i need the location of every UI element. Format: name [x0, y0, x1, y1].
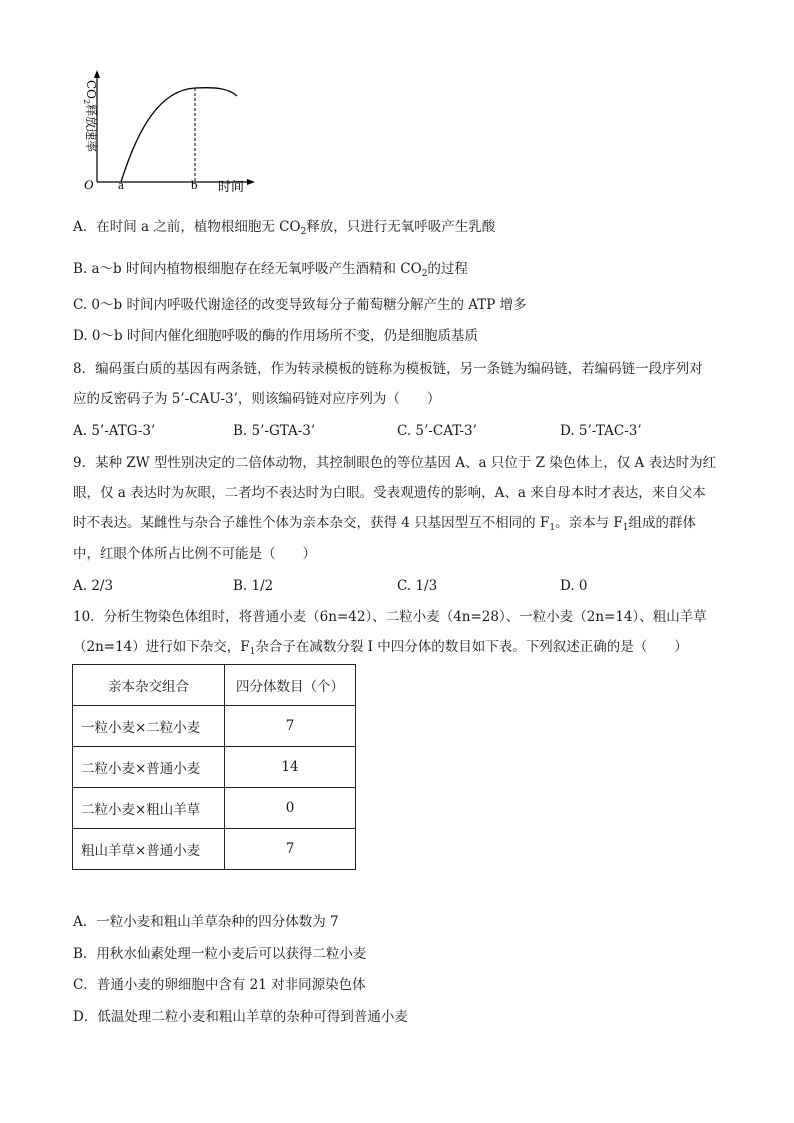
- q10-option-b: B．用秋水仙素处理一粒小麦后可以获得二粒小麦: [73, 946, 367, 962]
- q9-option-b: B. 1/2: [233, 578, 274, 594]
- q8-stem-line2: 应的反密码子为 5’-CAU-3’，则该编码链对应序列为（ ）: [73, 391, 441, 407]
- origin-label: O: [84, 177, 94, 192]
- q9-stem-line2: 眼，仅 a 表达时为灰眼，二者均不表达时为白眼。受表观遗传的影响，A、a 来自母本时才表达，来自父本: [73, 485, 706, 501]
- q8-option-c: C. 5’-CAT-3’: [397, 423, 477, 439]
- table-row: [73, 829, 356, 870]
- q9-stem-line1: 9．某种 ZW 型性别决定的二倍体动物，其控制眼色的等位基因 A、a 只位于 Z 染色体上，仅 A 表达时为红: [73, 455, 717, 471]
- q9-stem-line4: 中，红眼个体所占比例不可能是（ ）: [73, 546, 316, 562]
- q9-option-a: A. 2/3: [73, 578, 114, 594]
- q10-option-d: D．低温处理二粒小麦和粗山羊草的杂种可得到普通小麦: [73, 1009, 408, 1025]
- y-axis-label: $CO_2$释放速率: [82, 80, 98, 153]
- table-cell-cross: 二粒小麦×粗山羊草: [73, 788, 225, 829]
- tetrad-table: [72, 664, 356, 870]
- q8-stem-line1: 8．编码蛋白质的基因有两条链，作为转录模板的链称为模板链，另一条链为编码链，若编码链一段序列对: [73, 361, 703, 377]
- table-header-row: [73, 665, 356, 706]
- y-axis-arrow: [94, 70, 100, 78]
- table-cell-count: 0: [225, 788, 356, 829]
- q9-option-d: D. 0: [560, 578, 588, 594]
- table-cell-cross: 粗山羊草×普通小麦: [73, 829, 225, 870]
- table-header-cross: 亲本杂交组合: [73, 665, 225, 706]
- co2-curve: [121, 88, 237, 182]
- q10-stem-line1: 10．分析生物染色体组时，将普通小麦（6n=42）、二粒小麦（4n=28）、一粒小麦（2n=14）、粗山羊草: [73, 609, 707, 625]
- q10-option-a: A．一粒小麦和粗山羊草杂种的四分体数为 7: [73, 914, 339, 930]
- table-row: [73, 788, 356, 829]
- table-row: [73, 747, 356, 788]
- q7-option-d: D. 0～b 时间内催化细胞呼吸的酶的作用场所不变，仍是细胞质基质: [73, 328, 478, 344]
- x-axis-label: 时间: [218, 180, 245, 195]
- q7-option-a: A．在时间 a 之前，植物根细胞无 $CO_2$释放，只进行无氧呼吸产生乳酸: [73, 219, 496, 237]
- q10-stem-line2: （2n=14）进行如下杂交，$F_1$杂合子在减数分裂 I 中四分体的数目如下表。下列叙述正确的是（ ）: [73, 639, 688, 657]
- q8-option-d: D. 5’-TAC-3’: [560, 423, 642, 439]
- q8-option-b: B. 5’-GTA-3’: [233, 423, 316, 439]
- q7-option-b: B. a～b 时间内植物根细胞存在经无氧呼吸产生酒精和 $CO_2$的过程: [73, 261, 468, 279]
- q9-option-c: C. 1/3: [397, 578, 438, 594]
- table-row: [73, 706, 356, 747]
- q8-option-a: A. 5’-ATG-3’: [73, 423, 156, 439]
- q9-stem-line3: 时不表达。某雌性与杂合子雄性个体为亲本杂交，获得 4 只基因型互不相同的 $F_1$。亲本与 $F_1$组成的群体: [73, 515, 696, 533]
- table-cell-count: 14: [225, 747, 356, 788]
- x-axis-arrow: [247, 179, 255, 185]
- tick-a-label: a: [118, 177, 124, 192]
- q7-option-c: C. 0～b 时间内呼吸代谢途径的改变导致每分子葡萄糖分解产生的 ATP 增多: [73, 297, 527, 313]
- tick-b-label: b: [191, 177, 198, 192]
- co2-rate-graph: [70, 68, 260, 200]
- q10-option-c: C．普通小麦的卵细胞中含有 21 对非同源染色体: [73, 977, 366, 993]
- table-cell-cross: 二粒小麦×普通小麦: [73, 747, 225, 788]
- table-cell-cross: 一粒小麦×二粒小麦: [73, 706, 225, 747]
- table-cell-count: 7: [225, 706, 356, 747]
- table-cell-count: 7: [225, 829, 356, 870]
- table-header-tetrads: 四分体数目（个）: [225, 665, 356, 706]
